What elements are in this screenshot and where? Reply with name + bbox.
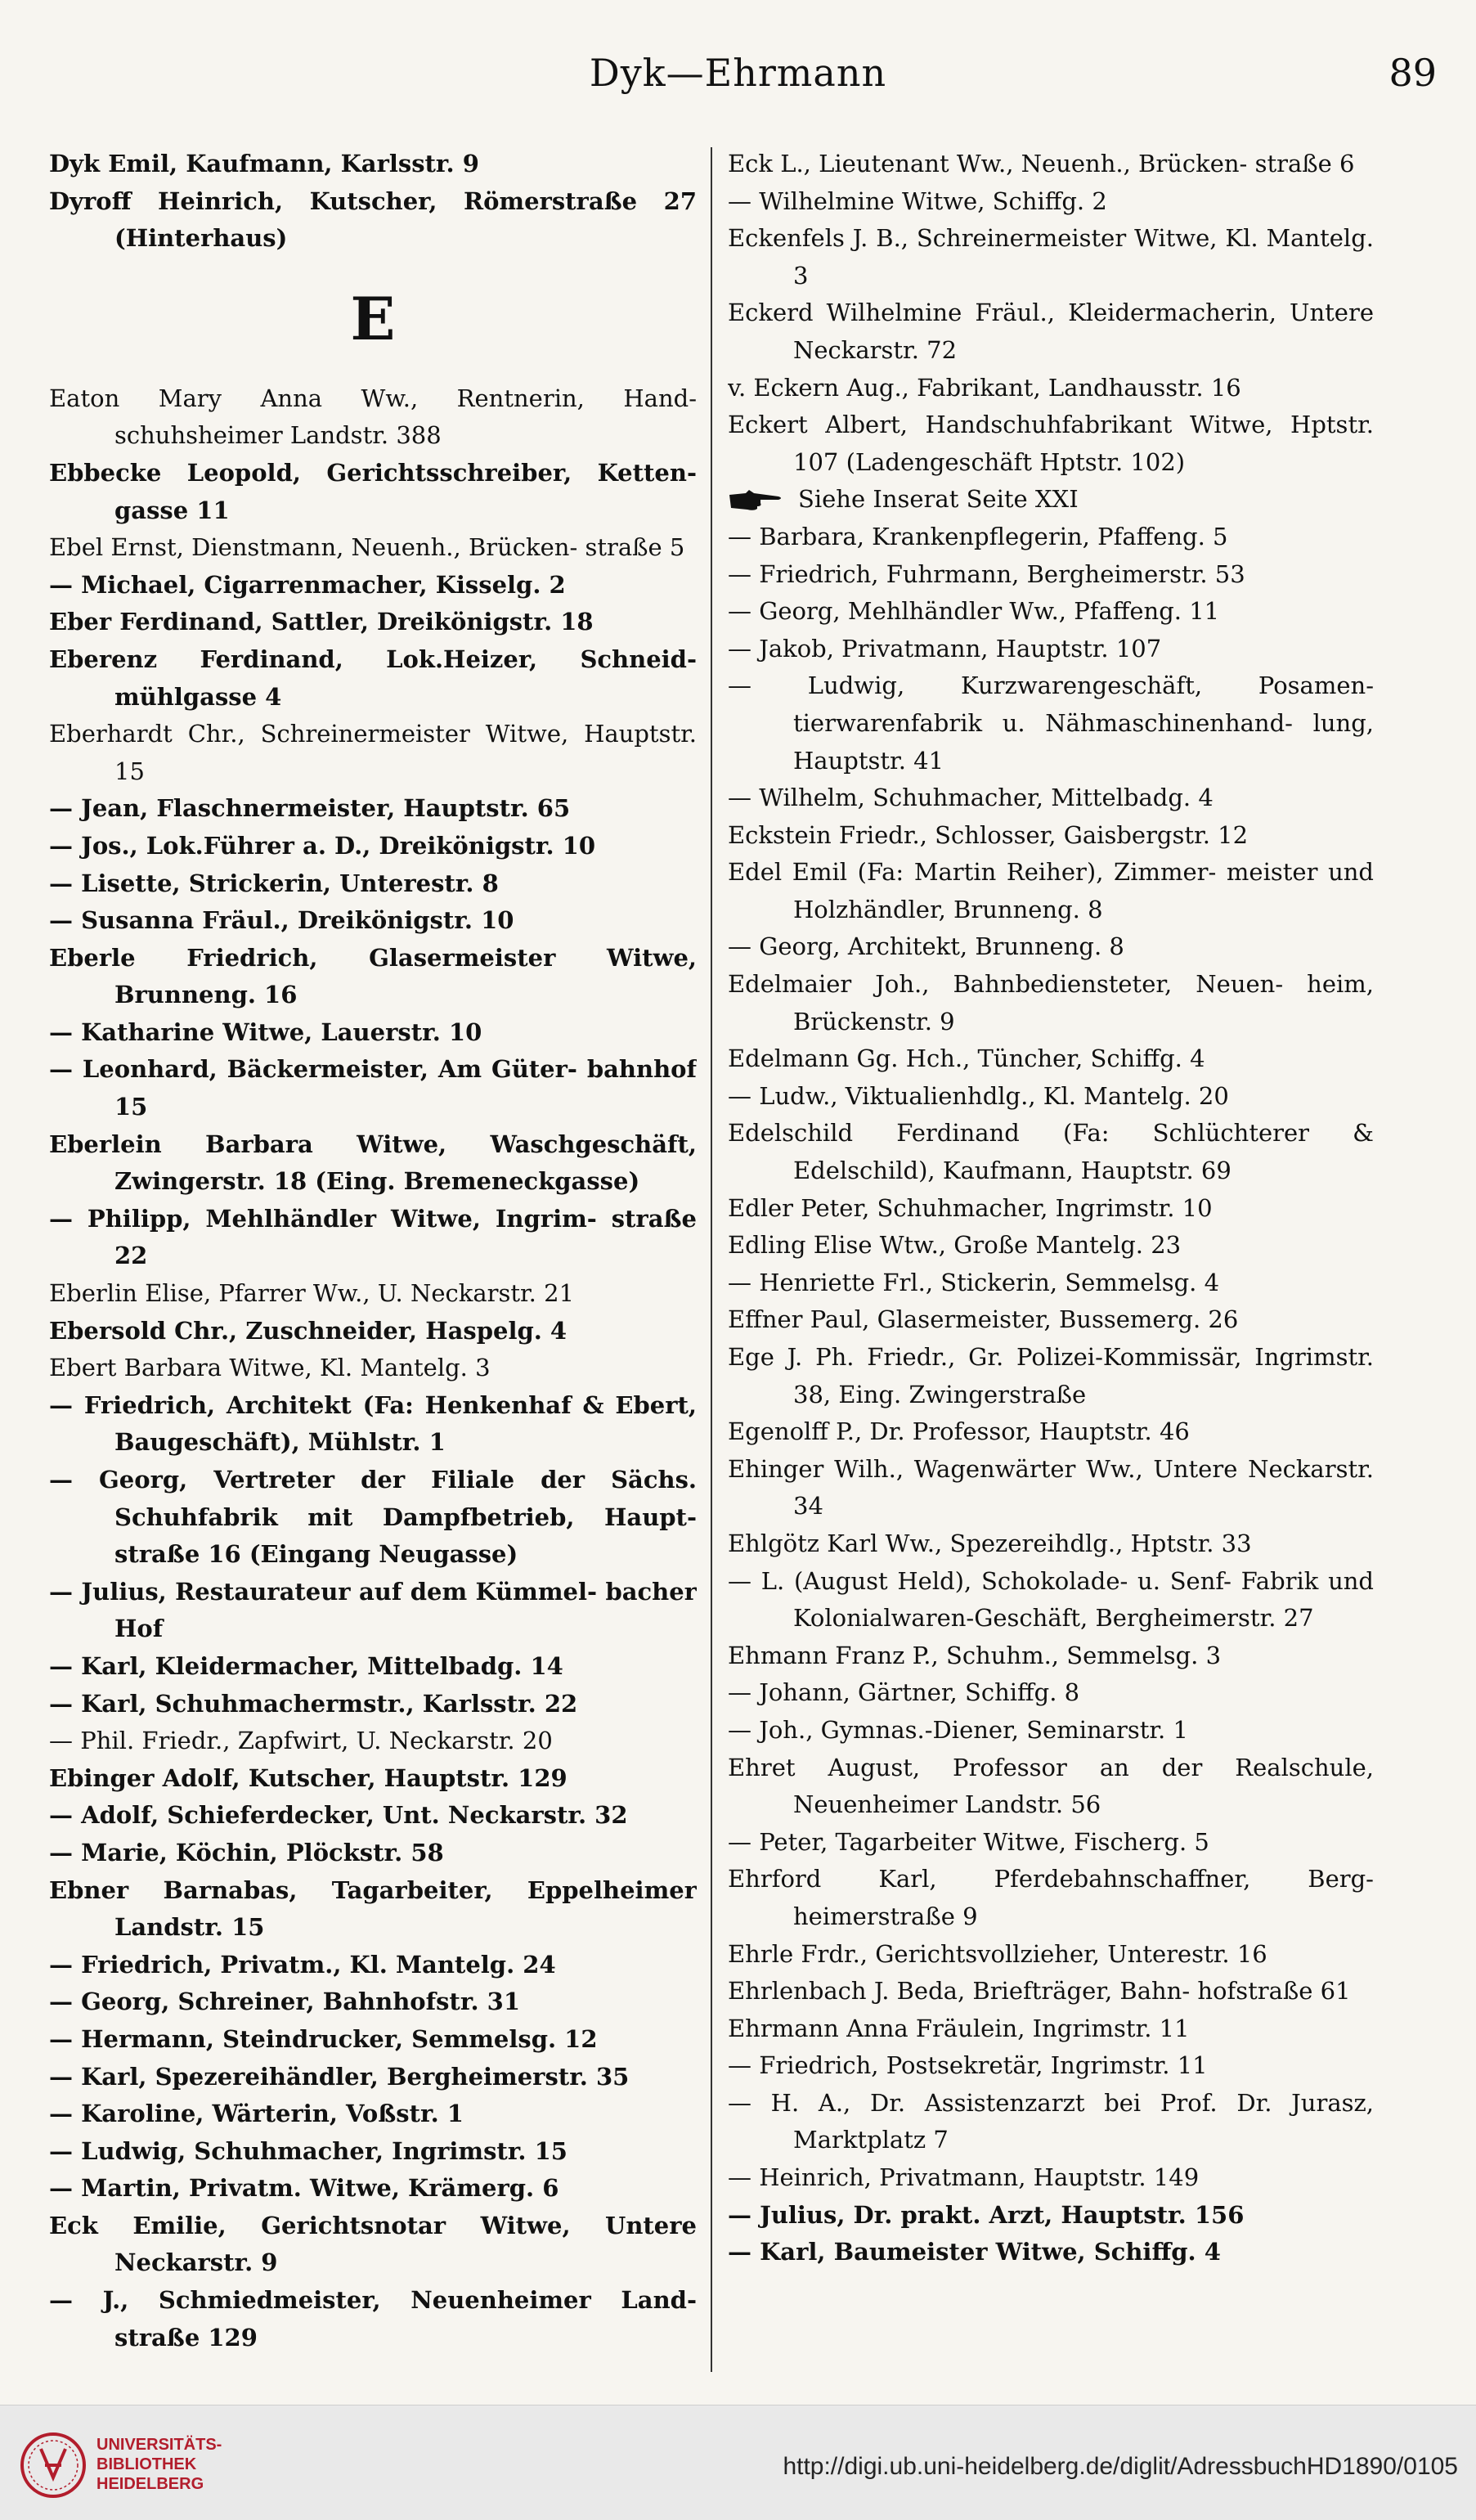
section-letter-heading: E: [350, 283, 396, 353]
directory-entry: Ebner Barnabas, Tagarbeiter, Eppelheimer Landstr. 15: [49, 1875, 697, 1942]
directory-entry: v. Eckern Aug., Fabrikant, Landhausstr. 16: [728, 373, 1241, 402]
directory-entry: Eberenz Ferdinand, Lok.Heizer, Schneid- mühlgasse 4: [49, 645, 697, 711]
directory-entry: — Julius, Dr. prakt. Arzt, Hauptstr. 156: [728, 2200, 1245, 2229]
directory-entry: [728, 481, 1374, 519]
directory-entry: — J., Schmiedmeister, Neuenheimer Land- straße 129: [49, 2286, 697, 2352]
library-name: [96, 2435, 222, 2494]
directory-entry: Ehmann Franz P., Schuhm., Semmelsg. 3: [728, 1641, 1222, 1669]
directory-entry: — Katharine Witwe, Lauerstr. 10: [49, 1017, 482, 1046]
column-divider: [711, 147, 712, 2372]
directory-entry: — Henriette Frl., Stickerin, Semmelsg. 4: [728, 1268, 1220, 1296]
directory-entry: — Friedrich, Privatm., Kl. Mantelg. 24: [49, 1950, 556, 1979]
directory-entry: Eck L., Lieutenant Ww., Neuenh., Brücken- straße 6: [728, 150, 1355, 177]
directory-entry-text: Siehe Inserat Seite XXI: [798, 485, 1079, 514]
directory-entry: — Georg, Mehlhändler Ww., Pfaffeng. 11: [728, 597, 1220, 626]
directory-entry: Edling Elise Wtw., Große Mantelg. 23: [728, 1231, 1182, 1260]
directory-entry: — Martin, Privatm. Witwe, Krämerg. 6: [49, 2174, 559, 2203]
directory-entry: — Georg, Schreiner, Bahnhofstr. 31: [49, 1988, 520, 2016]
directory-entry: — Hermann, Steindrucker, Semmelsg. 12: [49, 2024, 598, 2053]
directory-entry: — Julius, Restaurateur auf dem Kümmel- bacher Hof: [49, 1577, 697, 1643]
directory-entry: Ehrmann Anna Fräulein, Ingrimstr. 11: [728, 2014, 1190, 2042]
directory-entry: — Jos., Lok.Führer a. D., Dreikönigstr. 10: [49, 831, 596, 860]
pointing-hand-icon: [728, 488, 785, 513]
directory-entry: — Lisette, Strickerin, Unterestr. 8: [49, 869, 499, 897]
directory-entry: — L. (August Held), Schokolade- u. Senf- Fabrik und Kolonialwaren-Geschäft, Bergheimerstr. 27: [728, 1566, 1374, 1633]
directory-entry: Ebert Barbara Witwe, Kl. Mantelg. 3: [49, 1354, 491, 1382]
directory-entry: — Ludw., Viktualienhdlg., Kl. Mantelg. 20: [728, 1081, 1229, 1110]
directory-entry: Ehrle Frdr., Gerichtsvollzieher, Unterestr. 16: [728, 1939, 1267, 1968]
directory-entry: Ehret August, Professor an der Realschule, Neuenheimer Landstr. 56: [728, 1753, 1374, 1819]
directory-entry: Ehinger Wilh., Wagenwärter Ww., Untere Neckarstr. 34: [728, 1454, 1374, 1521]
directory-entry: Edelschild Ferdinand (Fa: Schlüchterer & Edelschild), Kaufmann, Hauptstr. 69: [728, 1119, 1374, 1185]
directory-entry: Eckenfels J. B., Schreinermeister Witwe, Kl. Mantelg. 3: [728, 224, 1374, 290]
directory-entry: — Wilhelmine Witwe, Schiffg. 2: [728, 186, 1107, 215]
directory-entry: — Philipp, Mehlhändler Witwe, Ingrim- straße 22: [49, 1204, 697, 1270]
directory-entry: — Karl, Spezereihändler, Bergheimerstr. 35: [49, 2062, 630, 2091]
directory-entry: Ebbecke Leopold, Gerichtsschreiber, Ketten- gasse 11: [49, 458, 697, 524]
directory-entry: — Jakob, Privatmann, Hauptstr. 107: [728, 634, 1162, 663]
directory-entry: Ebinger Adolf, Kutscher, Hauptstr. 129: [49, 1763, 568, 1792]
directory-entry: Ege J. Ph. Friedr., Gr. Polizei-Kommissär, Ingrimstr. 38, Eing. Zwingerstraße: [728, 1343, 1374, 1408]
directory-entry: Dyk Emil, Kaufmann, Karlsstr. 9: [49, 150, 479, 177]
directory-entry: — Joh., Gymnas.-Diener, Seminarstr. 1: [728, 1715, 1188, 1744]
directory-entry: — Karoline, Wärterin, Voßstr. 1: [49, 2100, 464, 2128]
directory-entry: — Michael, Cigarrenmacher, Kisselg. 2: [49, 570, 566, 599]
directory-entry: Eckstein Friedr., Schlosser, Gaisbergstr. 12: [728, 820, 1249, 849]
directory-entry: Edel Emil (Fa: Martin Reiher), Zimmer- meister und Holzhändler, Brunneng. 8: [728, 858, 1374, 923]
directory-entry: Egenolff P., Dr. Professor, Hauptstr. 46: [728, 1417, 1190, 1446]
directory-entry: — Friedrich, Architekt (Fa: Henkenhaf & Ebert, Baugeschäft), Mühlstr. 1: [49, 1390, 697, 1457]
directory-entry: Eckert Albert, Handschuhfabrikant Witwe, Hptstr. 107 (Ladengeschäft Hptstr. 102): [728, 411, 1374, 476]
left-column: [49, 146, 697, 2370]
directory-entry: — Georg, Architekt, Brunneng. 8: [728, 932, 1124, 961]
directory-entry: — Wilhelm, Schuhmacher, Mittelbadg. 4: [728, 784, 1214, 812]
directory-entry: — Ludwig, Kurzwarengeschäft, Posamen- tierwarenfabrik u. Nähmaschinenhand- lung, Hauptstr. 41: [728, 672, 1374, 775]
right-column: [728, 146, 1374, 2370]
directory-entry: Eberlin Elise, Pfarrer Ww., U. Neckarstr. 21: [49, 1279, 575, 1308]
directory-entry: — Heinrich, Privatmann, Hauptstr. 149: [728, 2163, 1200, 2192]
directory-entry: — Georg, Vertreter der Filiale der Sächs. Schuhfabrik mit Dampfbetrieb, Haupt- straße 16 (Eingang Neugasse): [49, 1466, 697, 1569]
directory-entry: Ehlgötz Karl Ww., Spezereihdlg., Hptstr. 33: [728, 1529, 1252, 1557]
directory-entry: Edelmann Gg. Hch., Tüncher, Schiffg. 4: [728, 1044, 1205, 1073]
library-name-line1: UNIVERSITÄTS-: [96, 2436, 222, 2454]
directory-entry: — Ludwig, Schuhmacher, Ingrimstr. 15: [49, 2136, 568, 2165]
directory-entry: — Karl, Schuhmachermstr., Karlsstr. 22: [49, 1689, 578, 1718]
directory-entry: Ebel Ernst, Dienstmann, Neuenh., Brücken- straße 5: [49, 533, 685, 562]
directory-entry: Edelmaier Joh., Bahnbediensteter, Neuen- heim, Brückenstr. 9: [728, 970, 1374, 1035]
directory-entry: Eberhardt Chr., Schreinermeister Witwe, Hauptstr. 15: [49, 720, 697, 785]
directory-entry: — Barbara, Krankenpflegerin, Pfaffeng. 5: [728, 522, 1228, 550]
university-seal-icon: [16, 2428, 90, 2502]
library-name-line2: BIBLIOTHEK: [96, 2455, 197, 2473]
directory-entry: — Leonhard, Bäckermeister, Am Güter- bahnhof 15: [49, 1055, 697, 1121]
directory-entry: — Marie, Köchin, Plöckstr. 58: [49, 1838, 444, 1866]
directory-entry: Eck Emilie, Gerichtsnotar Witwe, Untere Neckarstr. 9: [49, 2211, 697, 2277]
directory-entry: — Adolf, Schieferdecker, Unt. Neckarstr. 32: [49, 1801, 628, 1830]
directory-entry: Ehrford Karl, Pferdebahnschaffner, Berg- heimerstraße 9: [728, 1865, 1374, 1930]
directory-entry: Ebersold Chr., Zuschneider, Haspelg. 4: [49, 1316, 568, 1345]
directory-entry: — H. A., Dr. Assistenzarzt bei Prof. Dr. Jurasz, Marktplatz 7: [728, 2088, 1374, 2154]
directory-entry: Eberlein Barbara Witwe, Waschgeschäft, Zwingerstr. 18 (Eing. Bremeneckgasse): [49, 1130, 697, 1196]
directory-entry: — Johann, Gärtner, Schiffg. 8: [728, 1678, 1080, 1707]
directory-entry: Ehrlenbach J. Beda, Briefträger, Bahn- hofstraße 61: [728, 1977, 1351, 2006]
directory-entry: Edler Peter, Schuhmacher, Ingrimstr. 10: [728, 1193, 1213, 1222]
directory-entry: Eberle Friedrich, Glasermeister Witwe, Brunneng. 16: [49, 943, 697, 1009]
directory-entry: — Friedrich, Postsekretär, Ingrimstr. 11: [728, 2051, 1208, 2080]
running-title: Dyk—Ehrmann: [589, 51, 887, 95]
viewer-footer: [0, 2405, 1476, 2520]
source-url-link[interactable]: http://digi.ub.uni-heidelberg.de/diglit/AdressbuchHD1890/0105: [783, 2453, 1458, 2480]
directory-entry: — Jean, Flaschnermeister, Hauptstr. 65: [49, 794, 571, 823]
directory-entry: Eber Ferdinand, Sattler, Dreikönigstr. 18: [49, 608, 594, 636]
directory-entry: — Karl, Baumeister Witwe, Schiffg. 4: [728, 2238, 1221, 2266]
directory-entry: — Karl, Kleidermacher, Mittelbadg. 14: [49, 1651, 563, 1680]
directory-entry: — Susanna Fräul., Dreikönigstr. 10: [49, 906, 514, 935]
directory-entry: — Peter, Tagarbeiter Witwe, Fischerg. 5: [728, 1827, 1209, 1856]
directory-entry: — Phil. Friedr., Zapfwirt, U. Neckarstr. 20: [49, 1727, 553, 1755]
directory-entry: Eaton Mary Anna Ww., Rentnerin, Hand- schuhsheimer Landstr. 388: [49, 384, 697, 450]
directory-entry: — Friedrich, Fuhrmann, Bergheimerstr. 53: [728, 559, 1245, 588]
page-number: 89: [1389, 51, 1437, 95]
library-name-line3: HEIDELBERG: [96, 2475, 204, 2493]
directory-entry: Eckerd Wilhelmine Fräul., Kleidermacherin, Untere Neckarstr. 72: [728, 299, 1374, 364]
directory-entry: Effner Paul, Glasermeister, Bussemerg. 26: [728, 1305, 1239, 1334]
page-header: [0, 51, 1476, 108]
directory-entry: Dyroff Heinrich, Kutscher, Römerstraße 27 (Hinterhaus): [49, 186, 697, 253]
